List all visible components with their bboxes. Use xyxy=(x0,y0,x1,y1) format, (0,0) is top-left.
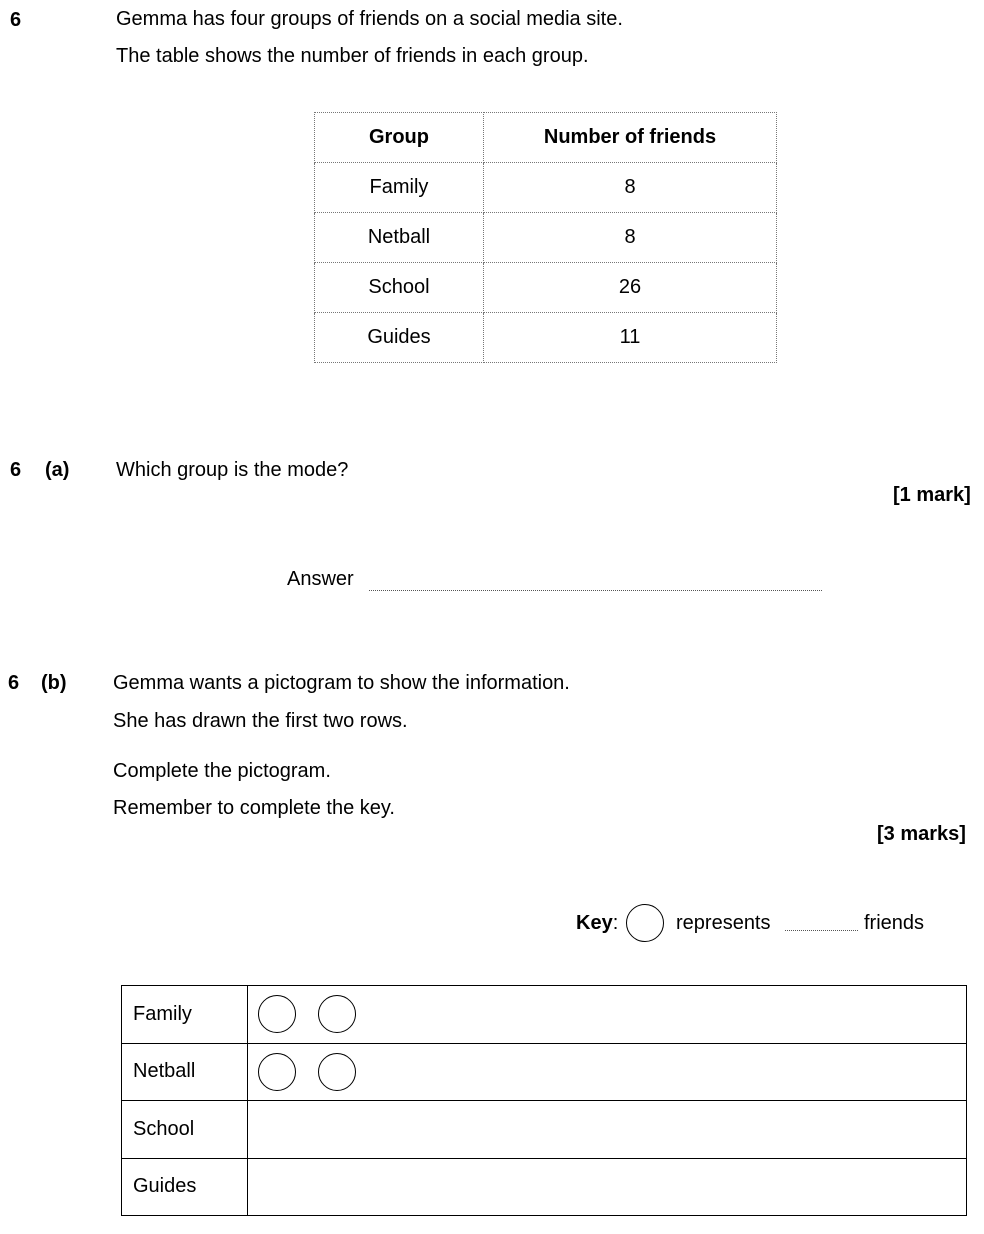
circle-icon xyxy=(258,1053,296,1091)
pictogram-row xyxy=(122,1043,967,1101)
table-header-count: Number of friends xyxy=(484,113,777,163)
table-cell-group: Netball xyxy=(315,213,484,263)
circle-icon xyxy=(258,995,296,1033)
pictogram-symbols[interactable] xyxy=(248,986,967,1044)
pictogram-label: Guides xyxy=(122,1158,248,1216)
pictogram-row xyxy=(122,1158,967,1216)
key-colon: : xyxy=(612,912,619,934)
table-cell-count: 26 xyxy=(484,263,777,313)
key-value-blank[interactable] xyxy=(785,930,858,931)
pictogram-label: Family xyxy=(122,986,248,1044)
question-intro-2: The table shows the number of friends in each group. xyxy=(116,45,589,67)
key-represents: represents xyxy=(676,912,771,934)
part-b-label: (b) xyxy=(41,672,67,694)
part-b-number: 6 xyxy=(8,672,20,694)
part-b-line-2: She has drawn the first two rows. xyxy=(113,710,408,732)
table-cell-count: 8 xyxy=(484,213,777,263)
key-label-group xyxy=(576,913,618,933)
part-a-question: Which group is the mode? xyxy=(116,459,349,481)
table-cell-group: Guides xyxy=(315,313,484,363)
pictogram xyxy=(121,985,967,1216)
part-a-marks: [1 mark] xyxy=(893,484,971,506)
pictogram-label: Netball xyxy=(122,1043,248,1101)
key-label: Key xyxy=(576,912,613,934)
pictogram-symbols[interactable] xyxy=(248,1043,967,1101)
friends-table xyxy=(314,112,777,363)
table-cell-count: 8 xyxy=(484,163,777,213)
table-cell-group: Family xyxy=(315,163,484,213)
table-row xyxy=(315,263,777,313)
pictogram-row xyxy=(122,1101,967,1159)
answer-label: Answer xyxy=(287,568,354,590)
circle-icon xyxy=(626,904,664,942)
part-b-line-3: Complete the pictogram. xyxy=(113,760,331,782)
pictogram-symbols[interactable] xyxy=(248,1101,967,1159)
table-header-group: Group xyxy=(315,113,484,163)
key-friends: friends xyxy=(864,912,925,934)
table-header-row xyxy=(315,113,777,163)
table-cell-count: 11 xyxy=(484,313,777,363)
answer-line[interactable] xyxy=(369,590,822,591)
part-b-marks: [3 marks] xyxy=(877,823,966,845)
pictogram-symbols[interactable] xyxy=(248,1158,967,1216)
table-row xyxy=(315,313,777,363)
pictogram-row xyxy=(122,986,967,1044)
table-cell-group: School xyxy=(315,263,484,313)
question-number: 6 xyxy=(10,9,22,31)
part-b-line-1: Gemma wants a pictogram to show the information. xyxy=(113,672,570,694)
table-row xyxy=(315,163,777,213)
table-row xyxy=(315,213,777,263)
question-intro-1: Gemma has four groups of friends on a social media site. xyxy=(116,8,623,30)
part-a-label: (a) xyxy=(45,459,70,481)
part-b-line-4: Remember to complete the key. xyxy=(113,797,395,819)
part-a-number: 6 xyxy=(10,459,22,481)
circle-icon xyxy=(318,995,356,1033)
circle-icon xyxy=(318,1053,356,1091)
pictogram-label: School xyxy=(122,1101,248,1159)
